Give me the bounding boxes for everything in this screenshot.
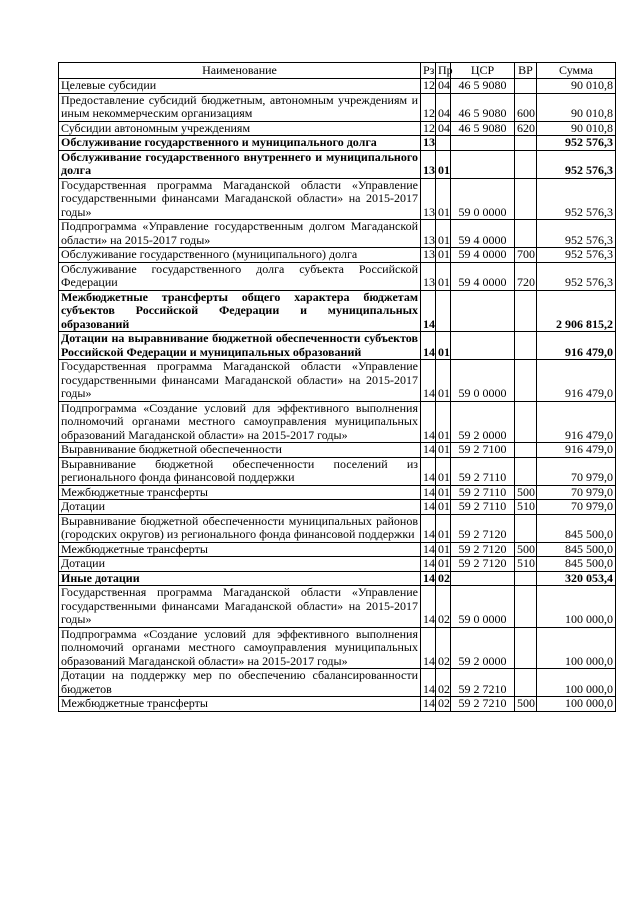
table-row xyxy=(59,443,616,458)
row-vr-cell xyxy=(515,443,537,458)
row-sum-cell: 916 479,0 xyxy=(537,360,616,402)
table-row xyxy=(59,262,616,290)
row-name-cell: Межбюджетные трансферты xyxy=(59,485,421,500)
row-name-cell: Подпрограмма «Создание условий для эффективного выполнения полномочий органами местного самоуправления муниципальных образований Магаданской области» на 2015-2017 годы» xyxy=(59,401,421,443)
row-sum-cell: 952 576,3 xyxy=(537,150,616,178)
row-name-cell: Межбюджетные трансферты xyxy=(59,697,421,712)
row-vr-cell xyxy=(515,586,537,628)
row-sum-cell: 952 576,3 xyxy=(537,136,616,151)
row-pr-cell xyxy=(436,136,451,151)
row-sum-cell: 70 979,0 xyxy=(537,485,616,500)
row-rz-cell: 13 xyxy=(421,150,436,178)
row-vr-cell: 600 xyxy=(515,93,537,121)
row-pr-cell: 01 xyxy=(436,332,451,360)
table-row xyxy=(59,136,616,151)
row-pr-cell: 02 xyxy=(436,571,451,586)
row-vr-cell: 500 xyxy=(515,542,537,557)
row-name-cell: Выравнивание бюджетной обеспеченности xyxy=(59,443,421,458)
row-sum-cell: 952 576,3 xyxy=(537,262,616,290)
row-name-cell: Государственная программа Магаданской области «Управление государственными финансами Магаданской области» на 2015-2017 годы» xyxy=(59,178,421,220)
row-rz-cell: 14 xyxy=(421,290,436,332)
table-row xyxy=(59,542,616,557)
row-rz-cell: 14 xyxy=(421,627,436,669)
row-rz-cell: 14 xyxy=(421,669,436,697)
row-vr-cell xyxy=(515,290,537,332)
row-rz-cell: 13 xyxy=(421,220,436,248)
row-vr-cell: 700 xyxy=(515,248,537,263)
row-pr-cell: 04 xyxy=(436,121,451,136)
row-csr-cell xyxy=(451,332,515,360)
row-sum-cell: 952 576,3 xyxy=(537,248,616,263)
table-row xyxy=(59,220,616,248)
row-sum-cell: 916 479,0 xyxy=(537,443,616,458)
table-row xyxy=(59,360,616,402)
row-csr-cell: 59 4 0000 xyxy=(451,262,515,290)
budget-table xyxy=(58,62,616,712)
header-pr: Пр xyxy=(436,63,451,79)
row-vr-cell: 720 xyxy=(515,262,537,290)
header-vr: ВР xyxy=(515,63,537,79)
row-rz-cell: 13 xyxy=(421,248,436,263)
row-sum-cell: 70 979,0 xyxy=(537,457,616,485)
row-csr-cell: 59 2 7210 xyxy=(451,669,515,697)
row-name-cell: Обслуживание государственного внутреннего и муниципального долга xyxy=(59,150,421,178)
row-name-cell: Подпрограмма «Создание условий для эффективного выполнения полномочий органами местного самоуправления муниципальных образований Магаданской области» на 2015-2017 годы» xyxy=(59,627,421,669)
table-row xyxy=(59,697,616,712)
row-vr-cell xyxy=(515,332,537,360)
row-vr-cell: 500 xyxy=(515,697,537,712)
row-name-cell: Иные дотации xyxy=(59,571,421,586)
table-row xyxy=(59,150,616,178)
row-csr-cell: 59 2 7120 xyxy=(451,514,515,542)
row-pr-cell: 01 xyxy=(436,262,451,290)
row-sum-cell: 952 576,3 xyxy=(537,220,616,248)
row-name-cell: Выравнивание бюджетной обеспеченности муниципальных районов (городских округов) из регионального фонда финансовой поддержки xyxy=(59,514,421,542)
row-csr-cell xyxy=(451,290,515,332)
row-rz-cell: 14 xyxy=(421,401,436,443)
table-row xyxy=(59,332,616,360)
row-pr-cell: 02 xyxy=(436,669,451,697)
row-pr-cell: 01 xyxy=(436,248,451,263)
row-rz-cell: 12 xyxy=(421,79,436,94)
row-rz-cell: 13 xyxy=(421,136,436,151)
row-sum-cell: 90 010,8 xyxy=(537,79,616,94)
table-row xyxy=(59,627,616,669)
row-csr-cell: 59 2 7120 xyxy=(451,542,515,557)
row-name-cell: Межбюджетные трансферты xyxy=(59,542,421,557)
row-sum-cell: 952 576,3 xyxy=(537,178,616,220)
row-vr-cell: 510 xyxy=(515,500,537,515)
row-sum-cell: 100 000,0 xyxy=(537,586,616,628)
row-rz-cell: 13 xyxy=(421,178,436,220)
row-vr-cell xyxy=(515,136,537,151)
row-csr-cell: 46 5 9080 xyxy=(451,93,515,121)
row-name-cell: Обслуживание государственного и муниципального долга xyxy=(59,136,421,151)
table-row xyxy=(59,93,616,121)
row-name-cell: Выравнивание бюджетной обеспеченности поселений из регионального фонда финансовой поддержки xyxy=(59,457,421,485)
row-csr-cell: 59 4 0000 xyxy=(451,220,515,248)
row-sum-cell: 2 906 815,2 xyxy=(537,290,616,332)
header-csr: ЦСР xyxy=(451,63,515,79)
row-rz-cell: 13 xyxy=(421,262,436,290)
row-name-cell: Предоставление субсидий бюджетным, автономным учреждениям и иным некоммерческим организациям xyxy=(59,93,421,121)
row-csr-cell: 59 2 7210 xyxy=(451,697,515,712)
row-rz-cell: 14 xyxy=(421,360,436,402)
row-rz-cell: 14 xyxy=(421,571,436,586)
header-name: Наименование xyxy=(59,63,421,79)
row-rz-cell: 12 xyxy=(421,121,436,136)
row-rz-cell: 14 xyxy=(421,557,436,572)
row-rz-cell: 14 xyxy=(421,485,436,500)
row-csr-cell: 59 2 7110 xyxy=(451,485,515,500)
row-pr-cell: 01 xyxy=(436,542,451,557)
row-rz-cell: 12 xyxy=(421,93,436,121)
row-csr-cell: 59 2 7120 xyxy=(451,557,515,572)
row-name-cell: Обслуживание государственного долга субъекта Российской Федерации xyxy=(59,262,421,290)
row-vr-cell xyxy=(515,457,537,485)
row-rz-cell: 14 xyxy=(421,586,436,628)
row-csr-cell: 59 0 0000 xyxy=(451,586,515,628)
table-row xyxy=(59,178,616,220)
row-vr-cell xyxy=(515,220,537,248)
table-row xyxy=(59,571,616,586)
table-row xyxy=(59,248,616,263)
row-csr-cell: 46 5 9080 xyxy=(451,121,515,136)
row-sum-cell: 100 000,0 xyxy=(537,627,616,669)
row-pr-cell: 01 xyxy=(436,500,451,515)
header-rz: Рз xyxy=(421,63,436,79)
table-row xyxy=(59,500,616,515)
table-row xyxy=(59,79,616,94)
row-pr-cell: 01 xyxy=(436,401,451,443)
row-sum-cell: 845 500,0 xyxy=(537,514,616,542)
row-name-cell: Целевые субсидии xyxy=(59,79,421,94)
row-sum-cell: 90 010,8 xyxy=(537,121,616,136)
row-vr-cell xyxy=(515,571,537,586)
table-row xyxy=(59,485,616,500)
table-row xyxy=(59,514,616,542)
row-csr-cell: 59 4 0000 xyxy=(451,248,515,263)
row-pr-cell: 01 xyxy=(436,457,451,485)
table-row xyxy=(59,457,616,485)
row-pr-cell: 01 xyxy=(436,178,451,220)
row-csr-cell xyxy=(451,150,515,178)
row-sum-cell: 916 479,0 xyxy=(537,332,616,360)
row-csr-cell: 59 0 0000 xyxy=(451,178,515,220)
table-row xyxy=(59,586,616,628)
row-pr-cell: 02 xyxy=(436,697,451,712)
row-csr-cell: 59 0 0000 xyxy=(451,360,515,402)
row-rz-cell: 14 xyxy=(421,443,436,458)
row-sum-cell: 845 500,0 xyxy=(537,557,616,572)
row-vr-cell xyxy=(515,401,537,443)
row-pr-cell: 01 xyxy=(436,360,451,402)
row-vr-cell xyxy=(515,669,537,697)
row-pr-cell xyxy=(436,290,451,332)
row-vr-cell xyxy=(515,627,537,669)
row-csr-cell: 59 2 7110 xyxy=(451,500,515,515)
row-rz-cell: 14 xyxy=(421,332,436,360)
row-vr-cell: 620 xyxy=(515,121,537,136)
row-csr-cell: 59 2 7100 xyxy=(451,443,515,458)
header-sum: Сумма xyxy=(537,63,616,79)
row-sum-cell: 320 053,4 xyxy=(537,571,616,586)
row-pr-cell: 01 xyxy=(436,443,451,458)
row-rz-cell: 14 xyxy=(421,514,436,542)
row-pr-cell: 02 xyxy=(436,627,451,669)
table-row xyxy=(59,121,616,136)
row-rz-cell: 14 xyxy=(421,457,436,485)
row-vr-cell xyxy=(515,79,537,94)
row-csr-cell: 46 5 9080 xyxy=(451,79,515,94)
row-vr-cell xyxy=(515,150,537,178)
row-sum-cell: 90 010,8 xyxy=(537,93,616,121)
row-name-cell: Обслуживание государственного (муниципального) долга xyxy=(59,248,421,263)
row-pr-cell: 01 xyxy=(436,514,451,542)
row-name-cell: Государственная программа Магаданской области «Управление государственными финансами Магаданской области» на 2015-2017 годы» xyxy=(59,360,421,402)
row-name-cell: Дотации на поддержку мер по обеспечению сбалансированности бюджетов xyxy=(59,669,421,697)
table-body xyxy=(59,79,616,712)
row-vr-cell xyxy=(515,178,537,220)
row-vr-cell: 500 xyxy=(515,485,537,500)
table-row xyxy=(59,290,616,332)
row-pr-cell: 01 xyxy=(436,150,451,178)
row-name-cell: Дотации xyxy=(59,500,421,515)
row-name-cell: Дотации на выравнивание бюджетной обеспеченности субъектов Российской Федерации и муниципальных образований xyxy=(59,332,421,360)
row-pr-cell: 01 xyxy=(436,557,451,572)
row-name-cell: Государственная программа Магаданской области «Управление государственными финансами Магаданской области» на 2015-2017 годы» xyxy=(59,586,421,628)
row-pr-cell: 04 xyxy=(436,79,451,94)
table-row xyxy=(59,401,616,443)
row-name-cell: Дотации xyxy=(59,557,421,572)
row-vr-cell xyxy=(515,360,537,402)
row-vr-cell: 510 xyxy=(515,557,537,572)
row-sum-cell: 845 500,0 xyxy=(537,542,616,557)
row-csr-cell: 59 2 0000 xyxy=(451,627,515,669)
row-pr-cell: 01 xyxy=(436,485,451,500)
row-sum-cell: 100 000,0 xyxy=(537,697,616,712)
row-csr-cell xyxy=(451,571,515,586)
row-csr-cell xyxy=(451,136,515,151)
row-rz-cell: 14 xyxy=(421,542,436,557)
row-name-cell: Подпрограмма «Управление государственным долгом Магаданской области» на 2015-2017 годы» xyxy=(59,220,421,248)
row-pr-cell: 04 xyxy=(436,93,451,121)
table-header-row xyxy=(59,63,616,79)
row-sum-cell: 916 479,0 xyxy=(537,401,616,443)
table-row xyxy=(59,669,616,697)
row-rz-cell: 14 xyxy=(421,500,436,515)
row-pr-cell: 02 xyxy=(436,586,451,628)
row-vr-cell xyxy=(515,514,537,542)
row-pr-cell: 01 xyxy=(436,220,451,248)
row-sum-cell: 70 979,0 xyxy=(537,500,616,515)
table-row xyxy=(59,557,616,572)
row-csr-cell: 59 2 0000 xyxy=(451,401,515,443)
row-csr-cell: 59 2 7110 xyxy=(451,457,515,485)
row-name-cell: Субсидии автономным учреждениям xyxy=(59,121,421,136)
row-rz-cell: 14 xyxy=(421,697,436,712)
row-name-cell: Межбюджетные трансферты общего характера бюджетам субъектов Российской Федерации и муниципальных образований xyxy=(59,290,421,332)
row-sum-cell: 100 000,0 xyxy=(537,669,616,697)
